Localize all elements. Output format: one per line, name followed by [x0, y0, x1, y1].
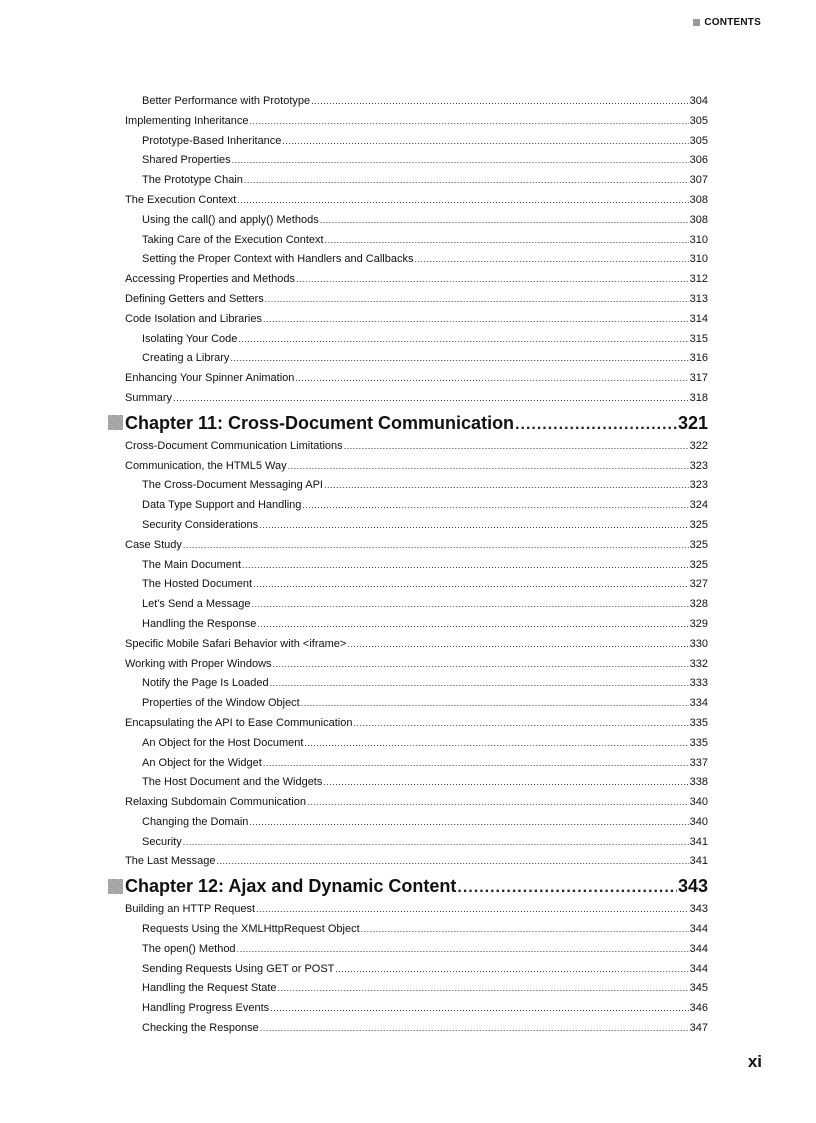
dot-leader: [249, 813, 688, 833]
dot-leader: [250, 112, 689, 132]
toc-entry-title: Handling the Request State: [142, 982, 277, 995]
toc-entry-page: 337: [689, 756, 708, 769]
dot-leader: [237, 940, 689, 960]
toc-entry-page: 323: [689, 479, 708, 492]
toc-entry-title: Implementing Inheritance: [125, 114, 249, 127]
toc-entry-title: Requests Using the XMLHttpRequest Object: [142, 923, 360, 936]
toc-entry[interactable]: [108, 496, 708, 516]
toc-entry-page: 314: [689, 312, 708, 325]
toc-entry[interactable]: [108, 171, 708, 191]
dot-leader: [242, 556, 689, 576]
toc-entry-title: Better Performance with Prototype: [142, 95, 311, 107]
dot-leader: [217, 852, 689, 872]
toc-entry[interactable]: [108, 694, 708, 714]
toc-entry-title: Case Study: [125, 538, 182, 551]
toc-entry-page: 312: [689, 273, 708, 286]
toc-entry-page: 327: [689, 578, 708, 591]
toc-entry-page: 315: [689, 332, 708, 345]
toc-entry[interactable]: [108, 635, 708, 655]
toc-entry[interactable]: [108, 92, 708, 112]
toc-entry-title: Notify the Page Is Loaded: [142, 677, 269, 690]
toc-entry-page: 321: [677, 412, 708, 433]
toc-entry[interactable]: [108, 999, 708, 1019]
toc-entry[interactable]: [108, 900, 708, 920]
toc-entry-title: Relaxing Subdomain Communication: [125, 796, 306, 809]
toc-entry-page: 343: [677, 876, 708, 897]
toc-entry-page: 328: [689, 598, 708, 611]
dot-leader: [296, 270, 689, 290]
toc-entry[interactable]: [108, 556, 708, 576]
toc-entry[interactable]: [108, 516, 708, 536]
toc-entry[interactable]: [108, 310, 708, 330]
toc-entry-page: 338: [689, 776, 708, 789]
dot-leader: [320, 211, 689, 231]
dot-leader: [353, 714, 688, 734]
toc-entry-title: Properties of the Window Object: [142, 697, 300, 710]
toc-entry-title: The Hosted Document: [142, 578, 253, 591]
toc-entry-page: 304: [689, 95, 708, 107]
toc-entry-title: Cross-Document Communication Limitations: [125, 439, 343, 452]
toc-entry-title: Sending Requests Using GET or POST: [142, 962, 335, 975]
toc-entry[interactable]: [108, 132, 708, 152]
dot-leader: [304, 734, 688, 754]
toc-entry[interactable]: [108, 920, 708, 940]
dot-leader: [307, 793, 689, 813]
toc-entry[interactable]: [108, 852, 708, 872]
toc-entry-title: Accessing Properties and Methods: [125, 273, 295, 286]
toc-entry-page: 310: [689, 253, 708, 266]
dot-leader: [335, 960, 688, 980]
toc-entry[interactable]: [108, 151, 708, 171]
toc-entry[interactable]: [108, 773, 708, 793]
toc-entry-page: 305: [689, 114, 708, 127]
toc-entry-page: 345: [689, 982, 708, 995]
toc-entry[interactable]: [108, 389, 708, 409]
toc-entry-title: Chapter 11: Cross-Document Communication: [125, 412, 515, 433]
toc-entry[interactable]: [108, 674, 708, 694]
dot-leader: [183, 536, 689, 556]
toc-entry-title: Handling the Response: [142, 617, 257, 630]
toc-entry-page: 325: [689, 538, 708, 551]
toc-entry-page: 334: [689, 697, 708, 710]
toc-entry-page: 335: [689, 736, 708, 749]
toc-entry-page: 310: [689, 233, 708, 246]
toc-entry[interactable]: [108, 536, 708, 556]
dot-leader: [238, 330, 688, 350]
toc-entry[interactable]: [108, 979, 708, 999]
toc-entry[interactable]: [108, 960, 708, 980]
dot-leader: [295, 369, 688, 389]
toc-entry-page: 308: [689, 213, 708, 226]
toc-entry[interactable]: [108, 833, 708, 853]
toc-entry-page: 306: [689, 154, 708, 167]
dot-leader: [515, 412, 677, 438]
toc-entry[interactable]: [108, 1019, 708, 1039]
dot-leader: [270, 674, 689, 694]
toc-entry-page: 324: [689, 499, 708, 512]
toc-entry-title: The Host Document and the Widgets: [142, 776, 323, 789]
dot-leader: [361, 920, 689, 940]
dot-leader: [237, 191, 688, 211]
toc-entry[interactable]: [108, 457, 708, 477]
toc-entry-page: 341: [689, 835, 708, 848]
toc-entry-title: Building an HTTP Request: [125, 903, 256, 916]
toc-entry-title: Setting the Proper Context with Handlers and Callbacks: [142, 253, 414, 266]
toc-entry-page: 340: [689, 796, 708, 809]
toc-entry-title: Taking Care of the Execution Context: [142, 233, 324, 246]
dot-leader: [324, 476, 689, 496]
toc-entry-page: 318: [689, 391, 708, 404]
toc-entry-page: 317: [689, 372, 708, 385]
dot-leader: [230, 349, 688, 369]
toc-entry-title: An Object for the Widget: [142, 756, 262, 769]
toc-entry-title: Encapsulating the API to Ease Communication: [125, 716, 353, 729]
dot-leader: [244, 171, 689, 191]
toc-entry-title: Defining Getters and Setters: [125, 292, 264, 305]
dot-leader: [263, 310, 689, 330]
toc-entry-page: 307: [689, 174, 708, 187]
toc-entry-title: Let's Send a Message: [142, 598, 251, 611]
toc-chapter-entry[interactable]: [108, 410, 708, 436]
toc-entry[interactable]: [108, 349, 708, 369]
toc-entry-title: The Main Document: [142, 558, 242, 571]
toc-entry[interactable]: [108, 813, 708, 833]
toc-entry-title: Chapter 12: Ajax and Dynamic Content: [125, 876, 457, 897]
toc-entry[interactable]: [108, 290, 708, 310]
dot-leader: [344, 437, 689, 457]
toc-entry-title: Handling Progress Events: [142, 1002, 270, 1015]
dot-leader: [173, 389, 689, 409]
running-head: [693, 17, 761, 28]
toc-entry-page: 316: [689, 352, 708, 365]
toc-entry-title: Data Type Support and Handling: [142, 499, 302, 512]
toc-entry[interactable]: [108, 655, 708, 675]
dot-leader: [278, 979, 689, 999]
toc-entry[interactable]: [108, 714, 708, 734]
dot-leader: [457, 875, 677, 901]
toc-entry[interactable]: [108, 112, 708, 132]
toc-entry-title: Specific Mobile Safari Behavior with <iframe>: [125, 637, 347, 650]
toc-entry-page: 305: [689, 134, 708, 147]
dot-leader: [257, 615, 688, 635]
toc-entry-title: The Execution Context: [125, 193, 237, 206]
toc-entry-page: 346: [689, 1002, 708, 1015]
toc-entry-page: 343: [689, 903, 708, 916]
toc-entry-title: Creating a Library: [142, 352, 230, 365]
toc-entry[interactable]: [108, 793, 708, 813]
dot-leader: [260, 1019, 689, 1039]
toc-entry-page: 347: [689, 1022, 708, 1035]
dot-leader: [232, 151, 689, 171]
toc-entry[interactable]: [108, 369, 708, 389]
toc-entry-title: Security: [142, 835, 182, 848]
toc-entry-title: The open() Method: [142, 942, 236, 955]
toc-entry-page: 323: [689, 459, 708, 472]
dot-leader: [282, 132, 688, 152]
chapter-marker-icon: [108, 415, 123, 430]
toc-entry-title: Prototype-Based Inheritance: [142, 134, 282, 147]
toc-entry[interactable]: [108, 754, 708, 774]
running-head-label: CONTENTS: [704, 17, 761, 28]
dot-leader: [302, 496, 688, 516]
toc-entry-title: Changing the Domain: [142, 815, 249, 828]
square-icon: [693, 19, 700, 26]
toc-entry-page: 344: [689, 942, 708, 955]
dot-leader: [183, 833, 689, 853]
dot-leader: [325, 231, 689, 251]
toc-entry[interactable]: [108, 615, 708, 635]
toc-entry-page: 344: [689, 962, 708, 975]
dot-leader: [256, 900, 689, 920]
toc-entry-title: Summary: [125, 391, 173, 404]
dot-leader: [265, 290, 689, 310]
toc-entry-page: 330: [689, 637, 708, 650]
toc-entry-title: Working with Proper Windows: [125, 657, 272, 670]
table-of-contents: [108, 92, 708, 1039]
dot-leader: [270, 999, 688, 1019]
toc-entry-page: 325: [689, 558, 708, 571]
toc-entry-page: 340: [689, 815, 708, 828]
toc-entry[interactable]: [108, 231, 708, 251]
toc-entry-title: Using the call() and apply() Methods: [142, 213, 319, 226]
dot-leader: [301, 694, 689, 714]
dot-leader: [263, 754, 689, 774]
toc-entry-title: Security Considerations: [142, 518, 259, 531]
toc-entry-title: The Cross-Document Messaging API: [142, 479, 323, 492]
toc-entry[interactable]: [108, 476, 708, 496]
dot-leader: [259, 516, 688, 536]
toc-entry-title: Shared Properties: [142, 154, 231, 167]
toc-entry-title: Isolating Your Code: [142, 332, 238, 345]
toc-chapter-entry[interactable]: [108, 873, 708, 899]
dot-leader: [323, 773, 688, 793]
dot-leader: [414, 250, 688, 270]
toc-entry-title: Enhancing Your Spinner Animation: [125, 372, 295, 385]
toc-entry-page: 344: [689, 923, 708, 936]
toc-entry[interactable]: [108, 211, 708, 231]
toc-entry-title: The Prototype Chain: [142, 174, 243, 187]
toc-entry-page: 313: [689, 292, 708, 305]
toc-entry-title: The Last Message: [125, 855, 216, 868]
toc-entry[interactable]: [108, 270, 708, 290]
toc-entry[interactable]: [108, 437, 708, 457]
dot-leader: [253, 575, 689, 595]
page-number: xi: [747, 1052, 762, 1071]
toc-entry-page: 325: [689, 518, 708, 531]
toc-entry[interactable]: [108, 330, 708, 350]
toc-entry-title: Communication, the HTML5 Way: [125, 459, 287, 472]
toc-entry-page: 322: [689, 439, 708, 452]
toc-entry[interactable]: [108, 191, 708, 211]
toc-entry-page: 341: [689, 855, 708, 868]
dot-leader: [288, 457, 689, 477]
toc-entry-title: Checking the Response: [142, 1022, 259, 1035]
toc-entry[interactable]: [108, 250, 708, 270]
toc-entry[interactable]: [108, 575, 708, 595]
toc-entry-page: 329: [689, 617, 708, 630]
toc-entry-title: An Object for the Host Document: [142, 736, 304, 749]
toc-entry-page: 308: [689, 193, 708, 206]
dot-leader: [273, 655, 689, 675]
toc-entry-page: 333: [689, 677, 708, 690]
chapter-marker-icon: [108, 879, 123, 894]
dot-leader: [347, 635, 688, 655]
toc-entry[interactable]: [108, 595, 708, 615]
toc-entry-title: Code Isolation and Libraries: [125, 312, 262, 325]
toc-entry[interactable]: [108, 734, 708, 754]
toc-entry-page: 332: [689, 657, 708, 670]
dot-leader: [311, 92, 689, 112]
toc-entry[interactable]: [108, 940, 708, 960]
toc-entry-page: 335: [689, 716, 708, 729]
dot-leader: [252, 595, 689, 615]
